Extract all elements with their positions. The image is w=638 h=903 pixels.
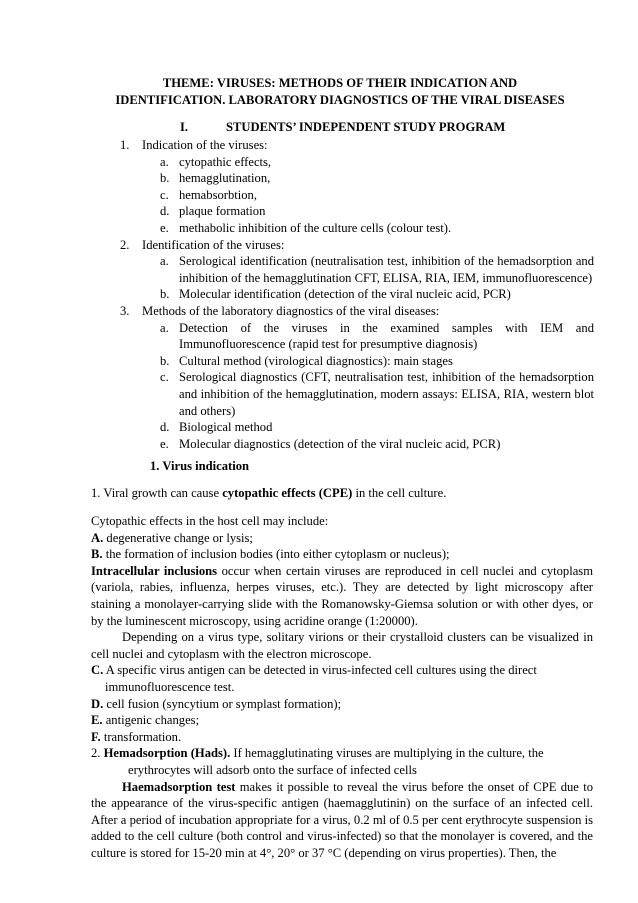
subitem-marker: a. [160, 154, 169, 169]
text-run: in the cell culture. [352, 486, 447, 500]
subitem-marker: c. [160, 187, 169, 202]
subitem-text: Serological identification (neutralisation test, inhibition of the hemadsorption and inhibition of the hemagglutination CFT, ELISA, RIA, IEM, immunofluorescence) [179, 254, 594, 285]
outline-subitem [120, 203, 594, 220]
item-text: Methods of the laboratory diagnostics of the viral diseases: [142, 303, 440, 318]
outline-subitem [120, 154, 594, 171]
virus-indication-heading: 1. Virus indication [150, 459, 250, 473]
subitem-text: Serological diagnostics (CFT, neutralisation test, inhibition of the hemadsorption and inhibition of the hemagglutination, modern assays: ELISA, RIA, western blot and others) [179, 370, 594, 418]
effect-text: degenerative change or lysis; [103, 530, 253, 545]
effect-f [91, 729, 593, 746]
effect-text: transformation. [100, 729, 182, 744]
outline-subitem [120, 170, 594, 187]
item-marker: 2. [120, 237, 130, 252]
effect-e [91, 712, 593, 729]
hemadsorption-continued: erythrocytes will adsorb onto the surface of infected cells [128, 762, 417, 777]
subitem-marker: d. [160, 420, 170, 435]
item-marker: 3. [120, 303, 130, 318]
subitem-marker: a. [160, 254, 169, 269]
effect-marker: D. [91, 696, 104, 711]
subitem-text: cytopathic effects, [179, 154, 272, 169]
section-number: I. [180, 120, 189, 134]
effect-text: A specific virus antigen can be detected in virus-infected cell cultures using the direct [103, 663, 537, 678]
subitem-text: Detection of the viruses in the examined samples with IEM and Immunofluorescence (rapid test for presumptive diagnosis) [179, 320, 594, 352]
outline-item [120, 303, 594, 320]
cpe-list-intro: Cytopathic effects in the host cell may include: [91, 514, 329, 528]
subitem-marker: e. [160, 436, 169, 451]
haemadsorption-test-paragraph [91, 779, 593, 862]
effect-text: the formation of inclusion bodies (into either cytoplasm or nucleus); [102, 547, 450, 562]
outline-item [120, 237, 594, 254]
body-text [91, 513, 593, 861]
subitem-text: Molecular identification (detection of the viral nucleic acid, PCR) [179, 287, 511, 302]
outline-subitem [120, 320, 594, 353]
effect-text: cell fusion (syncytium or symplast formation); [103, 696, 342, 711]
item-text: Indication of the viruses: [142, 138, 268, 152]
hads-term: Hemadsorption (Hads). [103, 746, 231, 761]
outline-subitem [120, 369, 594, 419]
hemadsorption-paragraph [91, 745, 593, 762]
effect-c-continued: immunofluorescence test. [105, 679, 235, 694]
subitem-text: hemabsorbtion, [179, 187, 257, 202]
item-text: Identification of the viruses: [142, 237, 285, 252]
subitem-text: plaque formation [179, 204, 266, 219]
inclusions-paragraph [91, 563, 593, 629]
outline-subitem [120, 419, 594, 436]
effect-marker: E. [91, 713, 103, 728]
outline-subitem [120, 187, 594, 204]
subitem-marker: b. [160, 171, 170, 186]
subitem-text: methabolic inhibition of the culture cells (colour test). [179, 220, 452, 235]
inclusions-term: Intracellular inclusions [91, 563, 218, 578]
section-heading [180, 119, 505, 136]
subitem-marker: a. [160, 320, 169, 335]
subitem-text: Biological method [179, 420, 273, 435]
subitem-text: Molecular diagnostics (detection of the viral nucleic acid, PCR) [179, 436, 501, 451]
effect-d [91, 696, 593, 713]
outline-subitem [120, 220, 594, 237]
subitem-marker: b. [160, 353, 170, 368]
text-run: 1. Viral growth can cause [91, 486, 223, 500]
outline-subitem [120, 436, 594, 453]
effect-marker: A. [91, 530, 104, 545]
outline-item [120, 137, 594, 154]
outline-subitem [120, 353, 594, 370]
effect-marker: F. [91, 729, 101, 744]
subitem-text: hemagglutination, [179, 171, 271, 186]
effect-a [91, 530, 593, 547]
effect-marker: B. [91, 547, 103, 562]
cpe-intro-paragraph [91, 485, 593, 502]
document-title [90, 75, 590, 109]
title-line-1: THEME: VIRUSES: METHODS OF THEIR INDICATION AND [162, 76, 518, 90]
effect-marker: C. [91, 663, 104, 678]
subitem-text: Cultural method (virological diagnostics): main stages [179, 353, 453, 368]
section-label: STUDENTS’ INDEPENDENT STUDY PROGRAM [226, 120, 506, 134]
subitem-marker: d. [160, 204, 170, 219]
cpe-term: cytopathic effects (CPE) [222, 486, 353, 500]
effect-c [91, 662, 593, 679]
haem-term: Haemadsorption test [122, 779, 236, 794]
electron-microscopy-paragraph: Depending on a virus type, solitary virions or their crystalloid clusters can be visualized in cell nuclei and cytoplasm with the electron microscope. [91, 630, 593, 661]
outline-subitem [120, 253, 594, 286]
subitem-marker: e. [160, 220, 169, 235]
item-marker: 1. [120, 138, 130, 152]
study-program-outline [120, 137, 594, 452]
subitem-marker: b. [160, 287, 170, 302]
title-line-2: IDENTIFICATION. LABORATORY DIAGNOSTICS OF THE VIRAL DISEASES [115, 93, 565, 107]
outline-subitem [120, 286, 594, 303]
subitem-marker: c. [160, 370, 169, 385]
inclusions-text: occur when certain viruses are reproduced in cell nuclei and cytoplasm (variola, rabies, influenza, herpes viruses, etc.). They are detected by light microscopy after staining a monolayer-carrying slide with the Romanowsky-Giemsa solution or with other dyes, or by the luminescent microscopy, using acridine orange (1:20000). [91, 563, 593, 628]
text-run: If hemagglutinating viruses are multiplying in the culture, the [230, 746, 544, 761]
haem-text: makes it possible to reveal the virus before the onset of CPE due to the appearance of the virus-specific antigen (haemagglutinin) on the surface of an infected cell. After a period of incubation appropriate for a virus, 0.2 ml of 0.5 per cent erythrocyte suspension is added to the cell culture (both control and virus-infected) so that the monolayer is covered, and the culture is stored for 15-20 min at 4°, 20° or 37 °C (depending on virus properties). Then, the [91, 779, 593, 860]
effect-text: antigenic changes; [102, 713, 200, 728]
effect-b [91, 546, 593, 563]
text-run: 2. [91, 746, 104, 761]
